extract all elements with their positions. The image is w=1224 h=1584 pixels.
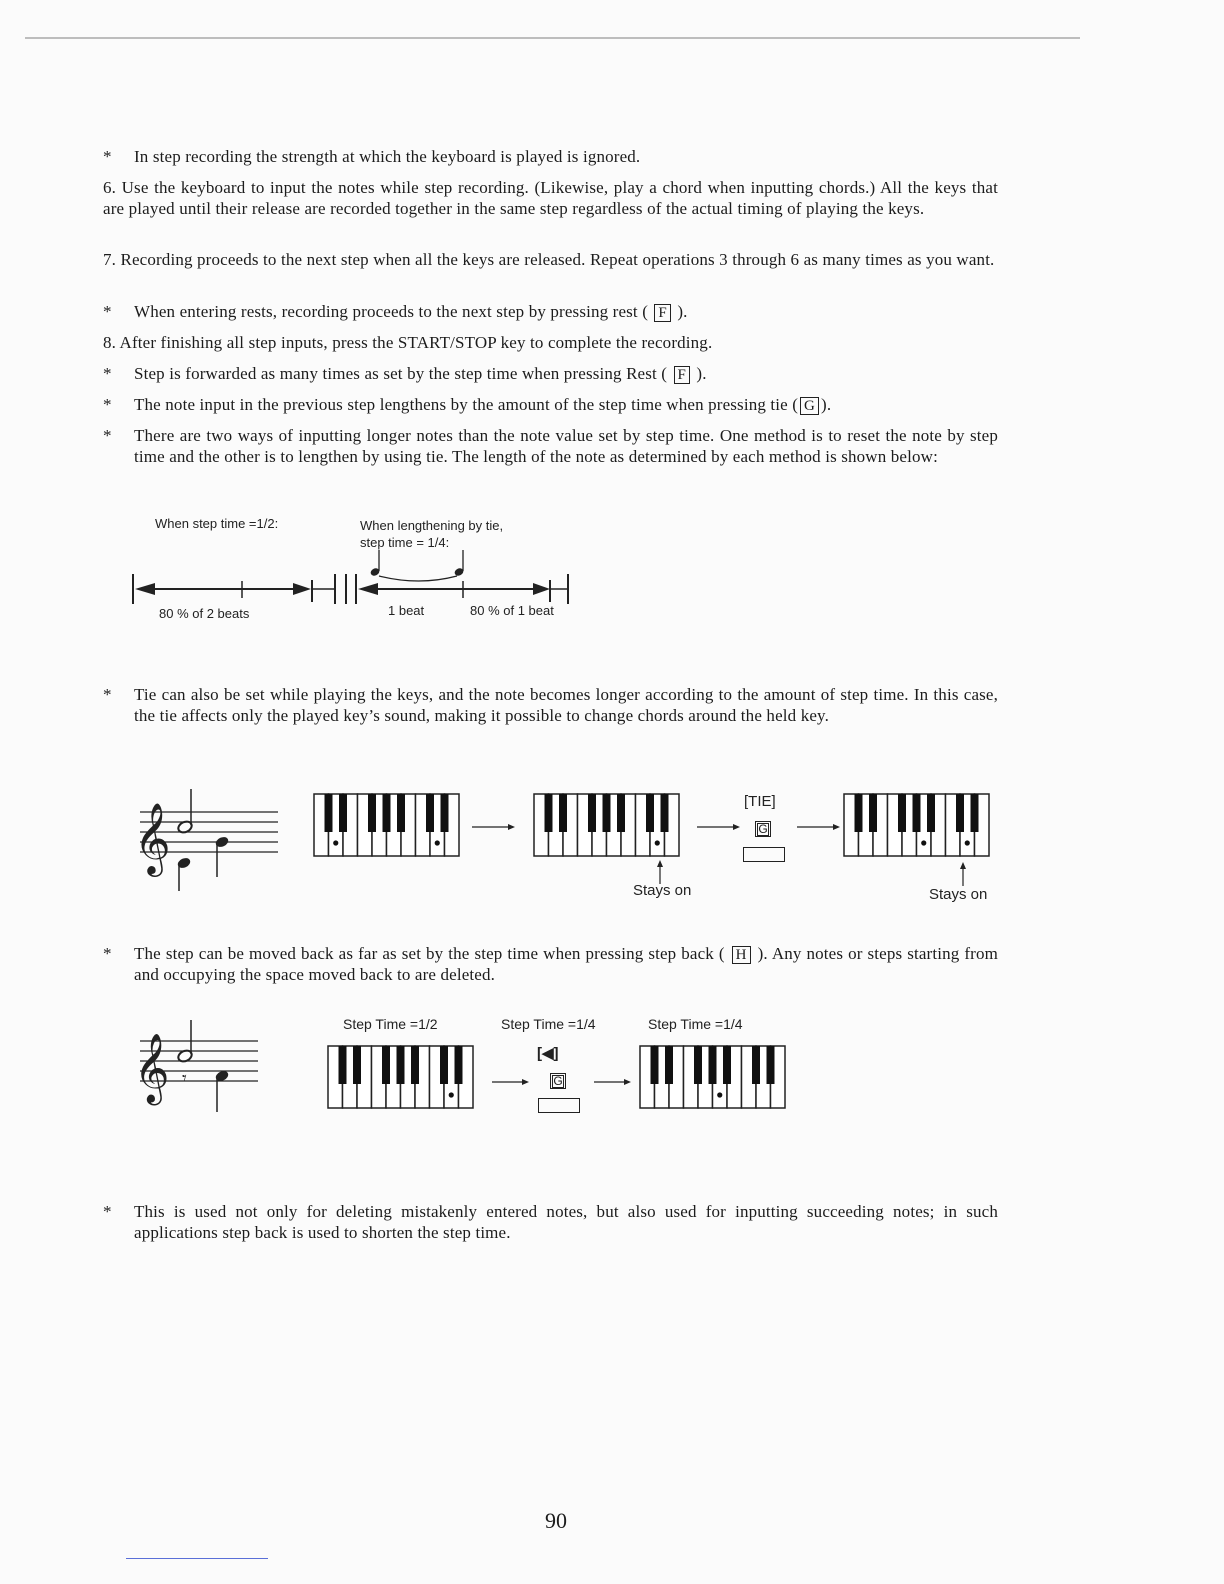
black-key (545, 794, 553, 832)
black-key (426, 794, 434, 832)
keyboard-5 (639, 1045, 787, 1113)
black-key (339, 1046, 347, 1084)
black-key (694, 1046, 702, 1084)
black-key (752, 1046, 760, 1084)
note-tie: * The note input in the previous step lengthens by the amount of the step time when pressing tie ( G ). (103, 395, 832, 414)
fig1-label-right-1: When lengthening by tie, (360, 518, 504, 533)
step-time-label-2: Step Time =1/4 (501, 1016, 596, 1032)
tie-key-g-icon: G (755, 821, 771, 837)
note-longer-notes: * There are two ways of inputting longer notes than the note value set by step time. One method is to reset the note by step time and the other is to lengthen by using tie. The length of the note as determined by each method is shown below: (103, 426, 998, 466)
note-step-back: * The step can be moved back as far as set by the step time when pressing step back ( H ). Any notes or steps starting from and occupying the space moved back to are deleted. (103, 944, 998, 984)
note-strength-ignored: * In step recording the strength at which the keyboard is played is ignored. (103, 147, 641, 166)
duration-diagram (125, 548, 585, 608)
tie-label: [TIE] (744, 793, 776, 810)
note-tie-while-playing: * Tie can also be set while playing the keys, and the note becomes longer according to the amount of step time. In this case, the tie affects only the played key’s sound, making it possible to change chords around the held key. (103, 685, 998, 725)
pressed-key-dot (449, 1092, 454, 1097)
keyboard-4 (327, 1045, 475, 1113)
black-key (325, 794, 333, 832)
black-key (455, 1046, 463, 1084)
black-key (665, 1046, 673, 1084)
staff-tie-example (130, 785, 280, 895)
svg-text:𝄞: 𝄞 (134, 801, 171, 874)
black-key (646, 794, 654, 832)
svg-text:𝄞: 𝄞 (134, 1033, 170, 1103)
black-key (397, 1046, 405, 1084)
black-key (383, 794, 391, 832)
step-8: 8. After finishing all step inputs, press the START/STOP key to complete the recording. (103, 333, 713, 352)
step-time-label-1: Step Time =1/2 (343, 1016, 438, 1032)
black-key (441, 794, 449, 832)
rest-key-f: F (654, 304, 671, 322)
black-key (723, 1046, 731, 1084)
note-rests: * When entering rests, recording proceeds to the next step by pressing rest ( F ). (103, 302, 688, 321)
page-number: 90 (545, 1508, 567, 1533)
arrow-3 (795, 822, 841, 832)
black-key (709, 1046, 717, 1084)
stays-on-label-1: Stays on (633, 882, 692, 899)
fig1-label-left: When step time =1/2: (155, 516, 279, 531)
black-key (411, 1046, 419, 1084)
pressed-key-dot (333, 840, 338, 845)
black-key (971, 794, 979, 832)
keyboard-1 (313, 793, 461, 861)
note-shorten-step-time: * This is used not only for deleting mistakenly entered notes, but also used for inputting succeeding notes; in such applications step back is used to shorten the step time. (103, 1202, 998, 1242)
black-key (651, 1046, 659, 1084)
black-key (339, 794, 347, 832)
black-key (440, 1046, 448, 1084)
arrow-4 (490, 1077, 530, 1087)
pressed-key-dot (655, 840, 660, 845)
black-key (382, 1046, 390, 1084)
rest-key-f-2: F (674, 366, 691, 384)
stays-on-arrow-2 (953, 862, 973, 888)
black-key (617, 794, 625, 832)
black-key (397, 794, 405, 832)
black-key (956, 794, 964, 832)
bottom-rule (126, 1558, 268, 1559)
pressed-key-dot (717, 1092, 722, 1097)
black-key (913, 794, 921, 832)
black-key (869, 794, 877, 832)
black-key (353, 1046, 361, 1084)
fig1-span-right: 80 % of 1 beat (470, 603, 554, 618)
black-key (898, 794, 906, 832)
note-step-forward: * Step is forwarded as many times as set by the step time when pressing Rest ( F ). (103, 364, 707, 383)
pressed-key-dot (965, 840, 970, 845)
keyboard-2 (533, 793, 681, 861)
staff-step-back-example (130, 1016, 270, 1116)
fig1-span-mid: 1 beat (388, 603, 425, 618)
step-back-key-h: H (732, 946, 751, 964)
step-back-key-g-icon: G (550, 1073, 566, 1089)
black-key (368, 794, 376, 832)
pressed-key-dot (921, 840, 926, 845)
arrow-1 (470, 822, 516, 832)
black-key (559, 794, 567, 832)
step-time-label-3: Step Time =1/4 (648, 1016, 743, 1032)
arrow-5 (592, 1077, 632, 1087)
tie-pad-box (743, 847, 785, 862)
black-key (588, 794, 596, 832)
black-key (767, 1046, 775, 1084)
arrow-2 (695, 822, 741, 832)
step-back-label: [◀] (537, 1045, 559, 1062)
stays-on-label-2: Stays on (929, 886, 988, 903)
pressed-key-dot (435, 840, 440, 845)
step-6: 6. Use the keyboard to input the notes while step recording. (Likewise, play a chord when inputting chords.) All the keys that are played until their release are recorded together in the same step regardless of the actual timing of playing the keys. (103, 178, 998, 218)
step-7: 7. Recording proceeds to the next step when all the keys are released. Repeat operations 3 through 6 as many times as you want. (103, 250, 995, 269)
svg-text:𝄾: 𝄾 (182, 1068, 187, 1089)
fig1-span-left: 80 % of 2 beats (159, 606, 250, 621)
black-key (927, 794, 935, 832)
fig1-label-right-2: step time = 1/4: (360, 535, 450, 550)
black-key (661, 794, 669, 832)
tie-key-g: G (800, 397, 819, 415)
step-back-pad-box (538, 1098, 580, 1113)
black-key (603, 794, 611, 832)
keyboard-3 (843, 793, 991, 861)
top-rule (25, 37, 1080, 39)
black-key (855, 794, 863, 832)
